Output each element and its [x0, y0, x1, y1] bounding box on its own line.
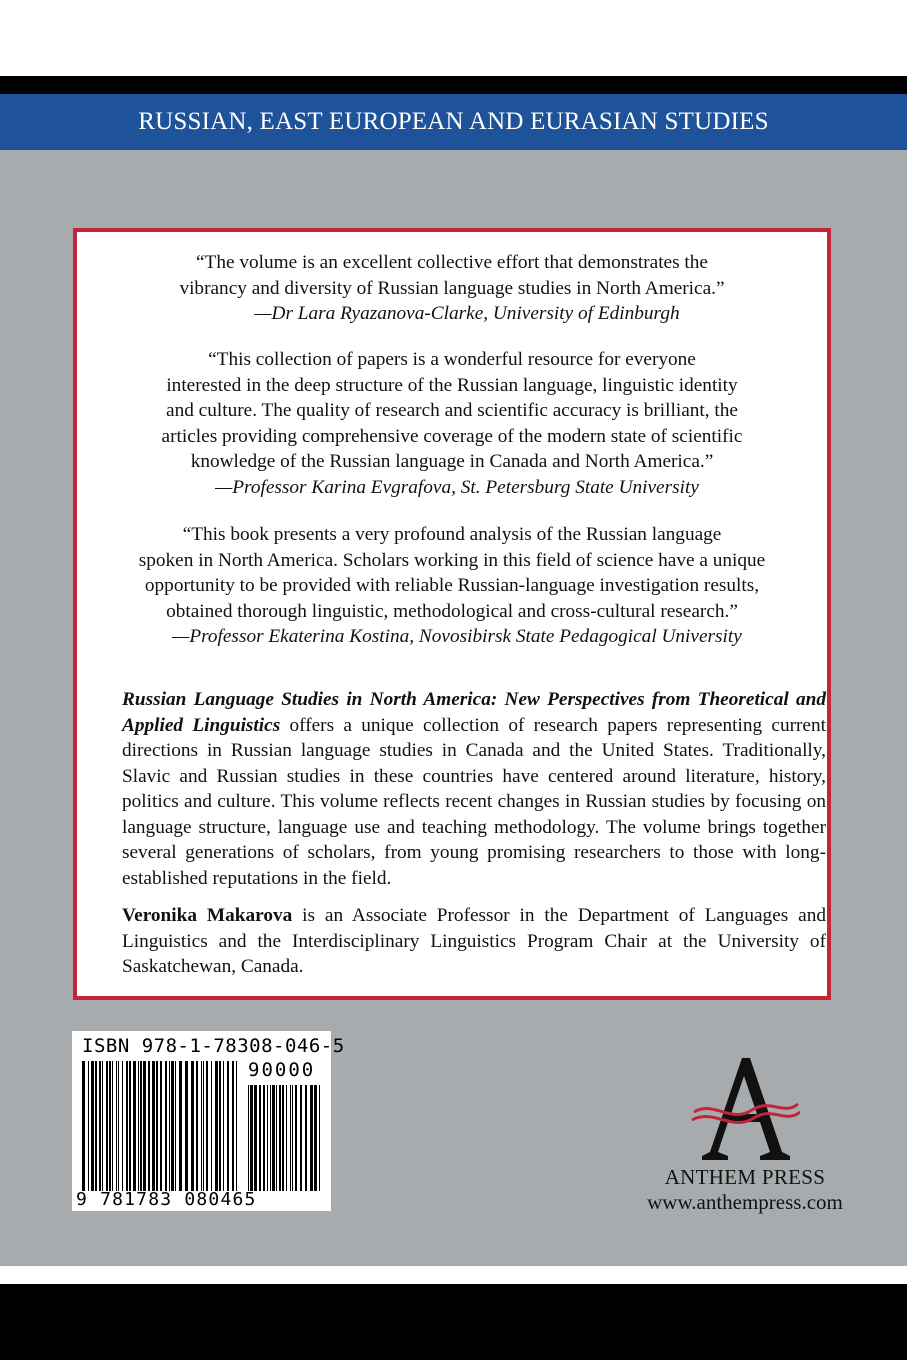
- barcode-bar: [305, 1085, 307, 1191]
- barcode-bar: [248, 1085, 249, 1191]
- quote-line: and culture. The quality of research and scientific accuracy is brilliant, the: [166, 400, 738, 421]
- barcode-bar: [236, 1061, 237, 1191]
- barcode-bar: [206, 1061, 208, 1191]
- barcode-bar: [295, 1085, 297, 1191]
- anthem-a-logo-icon: [690, 1054, 800, 1164]
- ean-digits: 9 781783 080465: [76, 1189, 257, 1210]
- review-quote: [77, 347, 827, 500]
- barcode-bar: [319, 1085, 320, 1191]
- barcode-bar: [171, 1061, 174, 1191]
- author-bio: [122, 903, 826, 980]
- description-text: offers a unique collection of research papers representing current directions in Russian language studies in Canada and the United States. Traditionally, Slavic and Russian studies in these countries have centered around literature, history, politics and culture. This volume reflects recent changes in Russian studies by focusing on language structure, language use and teaching methodology. The volume brings together several generations of scholars, from young promising researchers to those with long-established reputations in the field.: [122, 714, 826, 889]
- barcode-bar: [314, 1085, 317, 1191]
- barcode-bar: [133, 1061, 136, 1191]
- barcode-bar: [95, 1061, 97, 1191]
- barcode-bars: [82, 1061, 242, 1191]
- barcode-bar: [143, 1061, 146, 1191]
- price-addon-number: 90000: [248, 1059, 316, 1081]
- barcode-bar: [227, 1061, 229, 1191]
- quote-line: knowledge of the Russian language in Canada and North America.”: [190, 451, 714, 472]
- quote-line: articles providing comprehensive coverage of the modern state of scientific: [161, 425, 743, 447]
- isbn-barcode: [72, 1031, 345, 1211]
- series-banner: [0, 94, 907, 150]
- book-description: [122, 687, 826, 891]
- barcode-bar: [148, 1061, 150, 1191]
- barcode-bar: [106, 1061, 108, 1191]
- barcode-bar: [263, 1085, 265, 1191]
- isbn-label: ISBN 978-1-78308-046-5: [82, 1035, 345, 1057]
- quote-line: obtained thorough linguistic, methodological and cross-cultural research.”: [166, 600, 738, 622]
- barcode-bar: [152, 1061, 155, 1191]
- barcode-bar: [185, 1061, 188, 1191]
- barcode-bar: [215, 1061, 218, 1191]
- blurb-box: [73, 228, 831, 1000]
- quote-line: “This collection of papers is a wonderful resource for everyone: [208, 349, 696, 370]
- author-name: Veronika Makarova: [122, 905, 293, 926]
- quote-attribution: —Professor Karina Evgrafova, St. Petersburg State University: [215, 476, 699, 498]
- barcode-bar: [276, 1085, 277, 1191]
- barcode-bar: [169, 1061, 170, 1191]
- quote-attribution: —Dr Lara Ryazanova-Clarke, University of Edinburgh: [254, 303, 680, 324]
- barcode-bar: [254, 1085, 257, 1191]
- barcode-bar: [310, 1085, 313, 1191]
- barcode-bar: [203, 1061, 204, 1191]
- barcode-bar: [140, 1061, 142, 1191]
- barcode-bar: [109, 1061, 111, 1191]
- barcode-bar: [270, 1085, 271, 1191]
- barcode-bar: [156, 1061, 158, 1191]
- barcode-bar: [99, 1061, 101, 1191]
- barcode-bar: [259, 1085, 261, 1191]
- bottom-margin: [0, 1266, 907, 1284]
- barcode-bar: [196, 1061, 198, 1191]
- quote-line: spoken in North America. Scholars working in this field of science have a unique: [138, 549, 766, 571]
- barcode-bar: [102, 1061, 103, 1191]
- barcode-bar: [175, 1061, 176, 1191]
- barcode-bar: [292, 1085, 293, 1191]
- quote-line: opportunity to be provided with reliable Russian-language investigation results,: [144, 575, 760, 596]
- publisher-block: [600, 1054, 860, 1219]
- quote-line: vibrancy and diversity of Russian language studies in North America.”: [179, 277, 725, 299]
- barcode-bar: [279, 1085, 281, 1191]
- review-quote: [77, 522, 827, 650]
- barcode-bar: [300, 1085, 302, 1191]
- publisher-name: ANTHEM PRESS: [664, 1165, 826, 1189]
- series-title: RUSSIAN, EAST EUROPEAN AND EURASIAN STUDIES: [138, 108, 769, 135]
- barcode-bar: [250, 1085, 253, 1191]
- barcode-bar: [118, 1061, 119, 1191]
- barcode-bar: [112, 1061, 113, 1191]
- barcode-bar: [282, 1085, 284, 1191]
- barcode-bar: [126, 1061, 128, 1191]
- barcode-bar: [211, 1061, 212, 1191]
- barcode-bar: [191, 1061, 194, 1191]
- quote-line: “The volume is an excellent collective effort that demonstrates the: [195, 252, 708, 273]
- barcode-bar: [129, 1061, 131, 1191]
- quote-line: “This book presents a very profound analysis of the Russian language: [182, 524, 722, 545]
- barcode-bar: [116, 1061, 117, 1191]
- barcode-bar: [223, 1061, 224, 1191]
- book-title: Russian Language Studies in North America: New Perspectives from Theoretical and Applied Linguistics: [122, 689, 826, 736]
- barcode-bar: [88, 1061, 89, 1191]
- quote-attribution: —Professor Ekaterina Kostina, Novosibirsk State Pedagogical University: [172, 626, 742, 647]
- barcode-bar: [201, 1061, 202, 1191]
- barcode-bar: [267, 1085, 268, 1191]
- barcode-bar: [160, 1061, 162, 1191]
- barcode-bar: [122, 1061, 123, 1191]
- addon-barcode-bars: [248, 1085, 322, 1191]
- top-margin: [0, 0, 907, 76]
- barcode-bar: [82, 1061, 85, 1191]
- author-bio-text: is an Associate Professor in the Department of Languages and Linguistics and the Interdisciplinary Linguistics Program Chair at the University of Saskatchewan, Canada.: [122, 905, 826, 977]
- publisher-url[interactable]: www.anthempress.com: [647, 1190, 843, 1214]
- barcode-bar: [91, 1061, 94, 1191]
- barcode-bar: [138, 1061, 139, 1191]
- barcode-bar: [219, 1061, 221, 1191]
- quote-line: interested in the deep structure of the Russian language, linguistic identity: [166, 374, 738, 396]
- barcode-bar: [232, 1061, 234, 1191]
- barcode-bar: [286, 1085, 287, 1191]
- barcode-bar: [272, 1085, 275, 1191]
- review-quote: [77, 250, 827, 327]
- barcode-bar: [290, 1085, 291, 1191]
- barcode-bar: [179, 1061, 182, 1191]
- barcode-bar: [165, 1061, 167, 1191]
